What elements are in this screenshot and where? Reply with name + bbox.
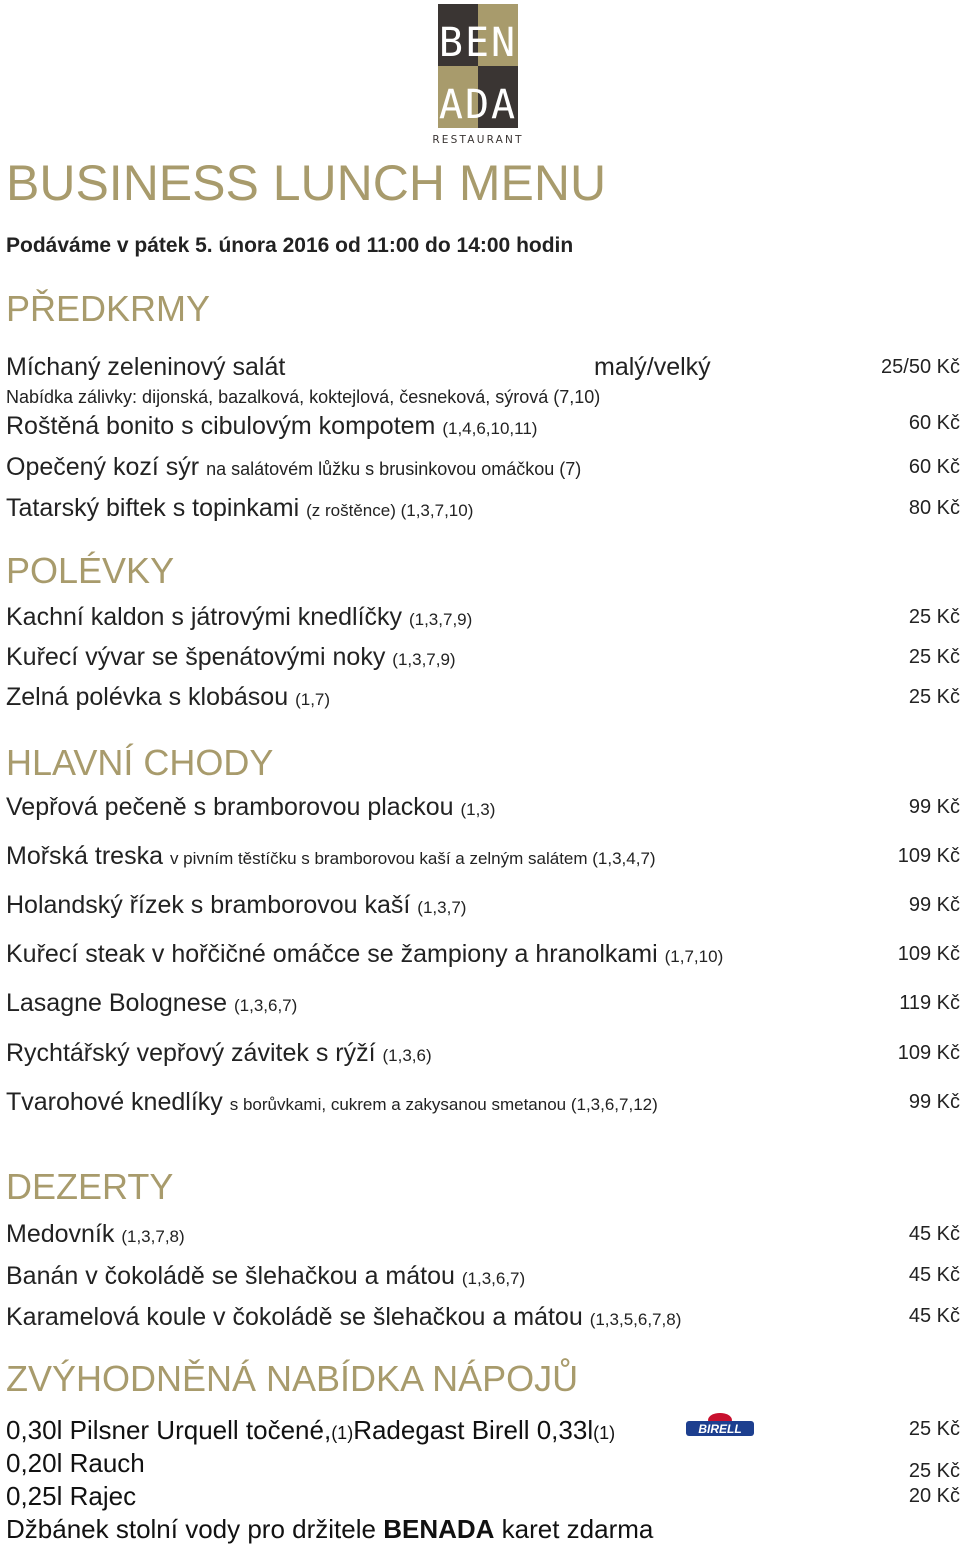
item-desc: (1,3,6) [382,1046,432,1065]
item-allergens: (1,3,5,6,7,8) [589,1310,682,1329]
item-price: 109 Kč [897,1042,960,1064]
item-name: Lasagne Bolognese [6,989,228,1017]
item-price: 45 Kč [908,1305,960,1327]
menu-item-hlavni-5 [6,1038,432,1071]
menu-item-hlavni-0 [6,792,495,825]
item-name: Holandský řízek s bramborovou kaší [6,891,411,919]
item-name: Kuřecí steak v hořčičné omáčce se žampiony a hranolkami [6,940,658,968]
drink-rajec: 0,25l Rajec [6,1481,137,1511]
water-note-brand: BENADA [383,1514,495,1544]
drink-price-rauch: 25 Kč [908,1460,960,1482]
water-note-pre: Džbánek stolní vody pro držitele [6,1514,384,1544]
salad-note: Nabídka zálivky: dijonská, bazalková, koktejlová, česneková, sýrová (7,10) [6,387,601,407]
item-desc: (1,7,10) [664,947,724,966]
item-desc: (z roštěnce) (1,3,7,10) [306,501,474,520]
item-price: 45 Kč [908,1264,960,1286]
menu-item-polevky-0 [6,602,472,635]
drink-price-beer: 25 Kč [908,1418,960,1440]
section-title-dezerty: DEZERTY [6,1166,174,1207]
item-allergens: (1,3,7,9) [392,650,456,669]
drink-birell-allergen: (1) [593,1423,616,1443]
item-desc: (1,3,6,7) [233,996,298,1015]
item-price: 109 Kč [897,943,960,965]
salad-name: Míchaný zeleninový salát [6,353,286,381]
menu-item-predkrmy-2 [6,493,473,526]
item-desc: (1,3,7) [417,898,467,917]
item-name: Tatarský biftek s topinkami [6,494,300,522]
item-price: 119 Kč [899,992,960,1014]
page-title: BUSINESS LUNCH MENU [6,155,607,211]
item-price: 25 Kč [908,686,960,708]
item-name: Medovník [6,1220,115,1248]
item-price: 80 Kč [908,497,960,519]
section-title-napoje: ZVÝHODNĚNÁ NABÍDKA NÁPOJŮ [6,1358,579,1399]
logo-graphic [432,4,524,146]
item-desc: na salátovém lůžku s brusinkovou omáčkou (7) [206,459,582,479]
salad-price: 25/50 Kč [881,356,960,378]
menu-item-dezerty-0 [6,1219,185,1252]
item-desc: s borůvkami, cukrem a zakysanou smetanou (1,3,6,7,12) [229,1095,658,1114]
menu-item-hlavni-3 [6,939,723,972]
menu-item-dezerty-1 [6,1261,525,1294]
logo-line2: ADA [438,82,518,128]
item-allergens: (1,4,6,10,11) [442,419,538,438]
drink-pilsner-allergen: (1) [331,1423,354,1443]
item-name: Tvarohové knedlíky [6,1088,223,1116]
date-line: Podáváme v pátek 5. února 2016 od 11:00 do 14:00 hodin [6,234,574,257]
item-name: Opečený kozí sýr [6,453,200,481]
item-name: Kuřecí vývar se špenátovými noky [6,643,386,671]
item-price: 25 Kč [908,606,960,628]
item-price: 45 Kč [908,1223,960,1245]
item-name: Mořská treska [6,842,163,870]
item-price: 99 Kč [908,796,960,818]
drink-rauch: 0,20l Rauch [6,1448,145,1478]
item-name: Kachní kaldon s játrovými knedlíčky [6,603,403,631]
item-desc: v pivním těstíčku s bramborovou kaší a zelným salátem (1,3,4,7) [169,849,656,868]
section-title-predkrmy: PŘEDKRMY [6,288,211,329]
drink-water-note [6,1513,653,1545]
item-price: 25 Kč [908,646,960,668]
section-title-polevky: POLÉVKY [6,550,175,591]
water-note-post: karet zdarma [494,1514,654,1544]
item-allergens: (1,7) [295,690,331,709]
logo-line1: BEN [438,20,518,66]
item-price: 60 Kč [908,412,960,434]
drink-birell: Radegast Birell 0,33l [353,1415,594,1445]
menu-item-predkrmy-1 [6,452,581,484]
birell-logo-icon [684,1412,756,1438]
section-title-hlavni: HLAVNÍ CHODY [6,742,274,783]
item-price: 99 Kč [908,894,960,916]
menu-item-polevky-1 [6,642,456,675]
birell-logo [684,1412,756,1438]
item-name: Banán v čokoládě se šlehačkou a mátou [6,1262,455,1290]
benada-logo [432,4,524,146]
logo-sub: RESTAURANT [432,134,524,146]
item-desc: (1,3) [460,800,496,819]
item-name: Roštěná bonito s cibulovým kompotem [6,412,436,440]
item-name: Karamelová koule v čokoládě se šlehačkou a mátou [6,1303,583,1331]
item-allergens: (1,3,7,9) [408,610,473,629]
menu-item-hlavni-4 [6,988,297,1021]
salad-sizes: malý/velký [594,353,711,381]
menu-item-hlavni-1 [6,841,656,874]
item-name: Zelná polévka s klobásou [6,683,289,711]
item-name: Vepřová pečeně s bramborovou plackou [6,793,454,821]
drink-price-rajec: 20 Kč [908,1485,960,1507]
item-price: 60 Kč [908,456,960,478]
item-price: 99 Kč [908,1091,960,1113]
item-name: Rychtářský vepřový závitek s rýží [6,1039,376,1067]
birell-logo-text: BIRELL [698,1422,742,1436]
item-allergens: (1,3,6,7) [461,1269,526,1288]
menu-item-predkrmy-0 [6,411,537,444]
drink-line-beer [6,1414,615,1449]
item-price: 109 Kč [897,845,960,867]
menu-item-dezerty-2 [6,1302,681,1335]
menu-item-hlavni-2 [6,890,466,923]
menu-item-hlavni-6 [6,1087,658,1120]
drink-pilsner: 0,30l Pilsner Urquell točené, [6,1415,332,1445]
menu-item-polevky-2 [6,682,330,715]
item-allergens: (1,3,7,8) [121,1227,185,1246]
